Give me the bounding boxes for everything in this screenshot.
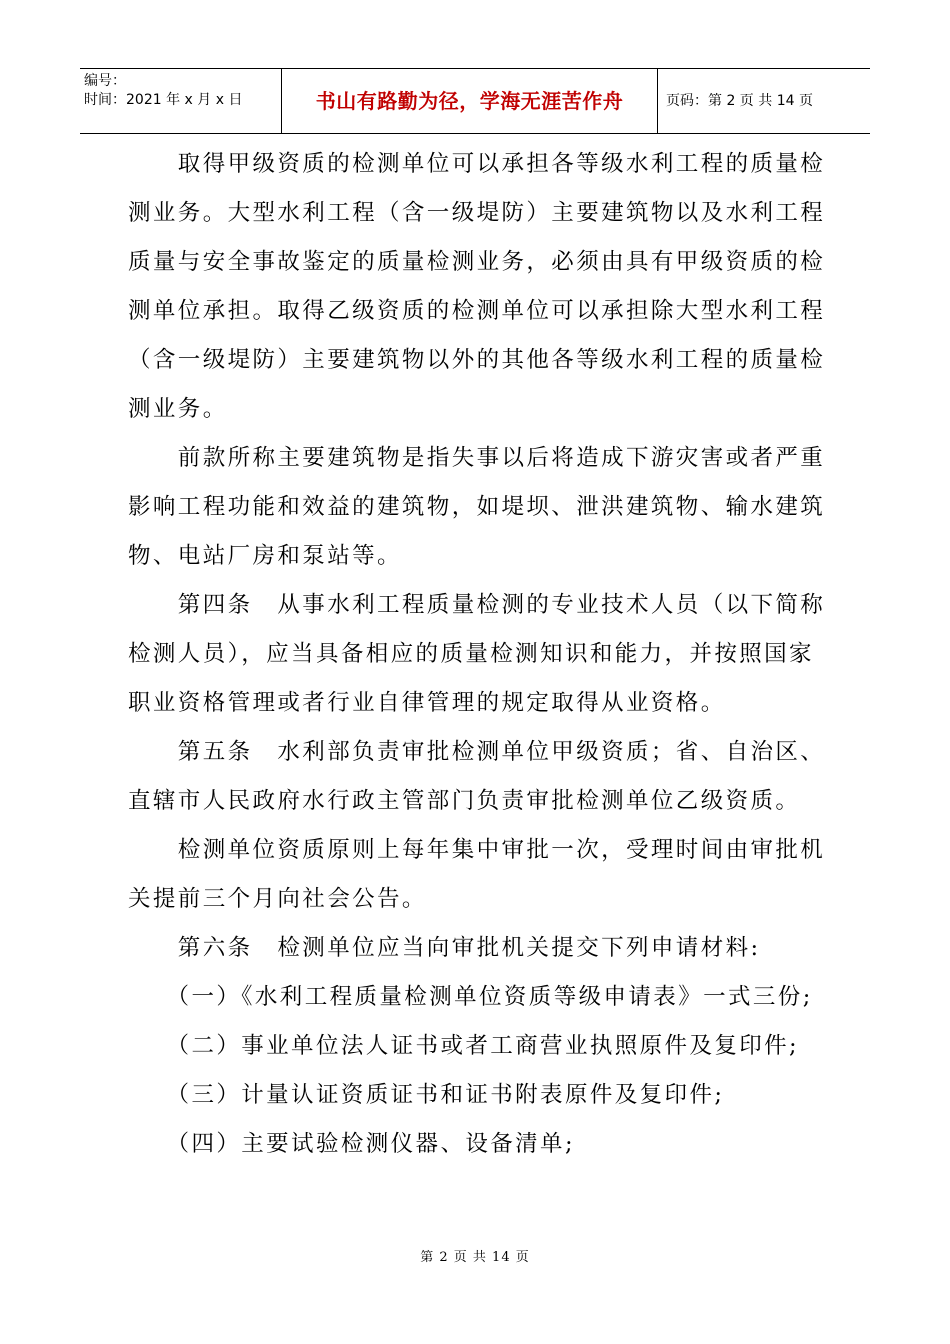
document-body xyxy=(128,140,828,1169)
time-label: 时间：2021 年 x 月 x 日 xyxy=(84,92,243,108)
paragraph: 第五条 水利部负责审批检测单位甲级资质；省、自治区、直辖市人民政府水行政主管部门负责审批检测单位乙级资质。 xyxy=(128,739,826,814)
paragraph: 取得甲级资质的检测单位可以承担各等级水利工程的质量检测业务。大型水利工程（含一级堤防）主要建筑物以及水利工程质量与安全事故鉴定的质量检测业务，必须由具有甲级资质的检测单位承担。取得乙级资质的检测单位可以承担除大型水利工程（含一级堤防）主要建筑物以外的其他各等级水利工程的质量检测业务。 xyxy=(128,151,826,422)
paragraph: 前款所称主要建筑物是指失事以后将造成下游灾害或者严重影响工程功能和效益的建筑物，如堤坝、泄洪建筑物、输水建筑物、电站厂房和泵站等。 xyxy=(128,445,826,569)
header-meta-cell xyxy=(80,69,282,133)
list-item: （三）计量认证资质证书和证书附表原件及复印件; xyxy=(128,1082,725,1108)
list-item: （二）事业单位法人证书或者工商营业执照原件及复印件; xyxy=(128,1033,800,1059)
number-label: 编号： xyxy=(84,73,126,89)
paragraph: 检测单位资质原则上每年集中审批一次，受理时间由审批机关提前三个月向社会公告。 xyxy=(128,837,826,912)
list-item: （四）主要试验检测仪器、设备清单; xyxy=(128,1131,575,1157)
header-page-info: 页码：第 2 页 共 14 页 xyxy=(666,93,813,109)
paragraph: 第六条 检测单位应当向审批机关提交下列申请材料: xyxy=(128,935,761,961)
header-slogan: 书山有路勤为径，学海无涯苦作舟 xyxy=(282,69,658,133)
list-item: （一）《水利工程质量检测单位资质等级申请表》一式三份; xyxy=(128,984,813,1010)
header-table xyxy=(80,68,870,134)
paragraph: 第四条 从事水利工程质量检测的专业技术人员（以下简称检测人员），应当具备相应的质量检测知识和能力，并按照国家职业资格管理或者行业自律管理的规定取得从业资格。 xyxy=(128,592,826,716)
page-footer: 第 2 页 共 14 页 xyxy=(420,1250,530,1265)
